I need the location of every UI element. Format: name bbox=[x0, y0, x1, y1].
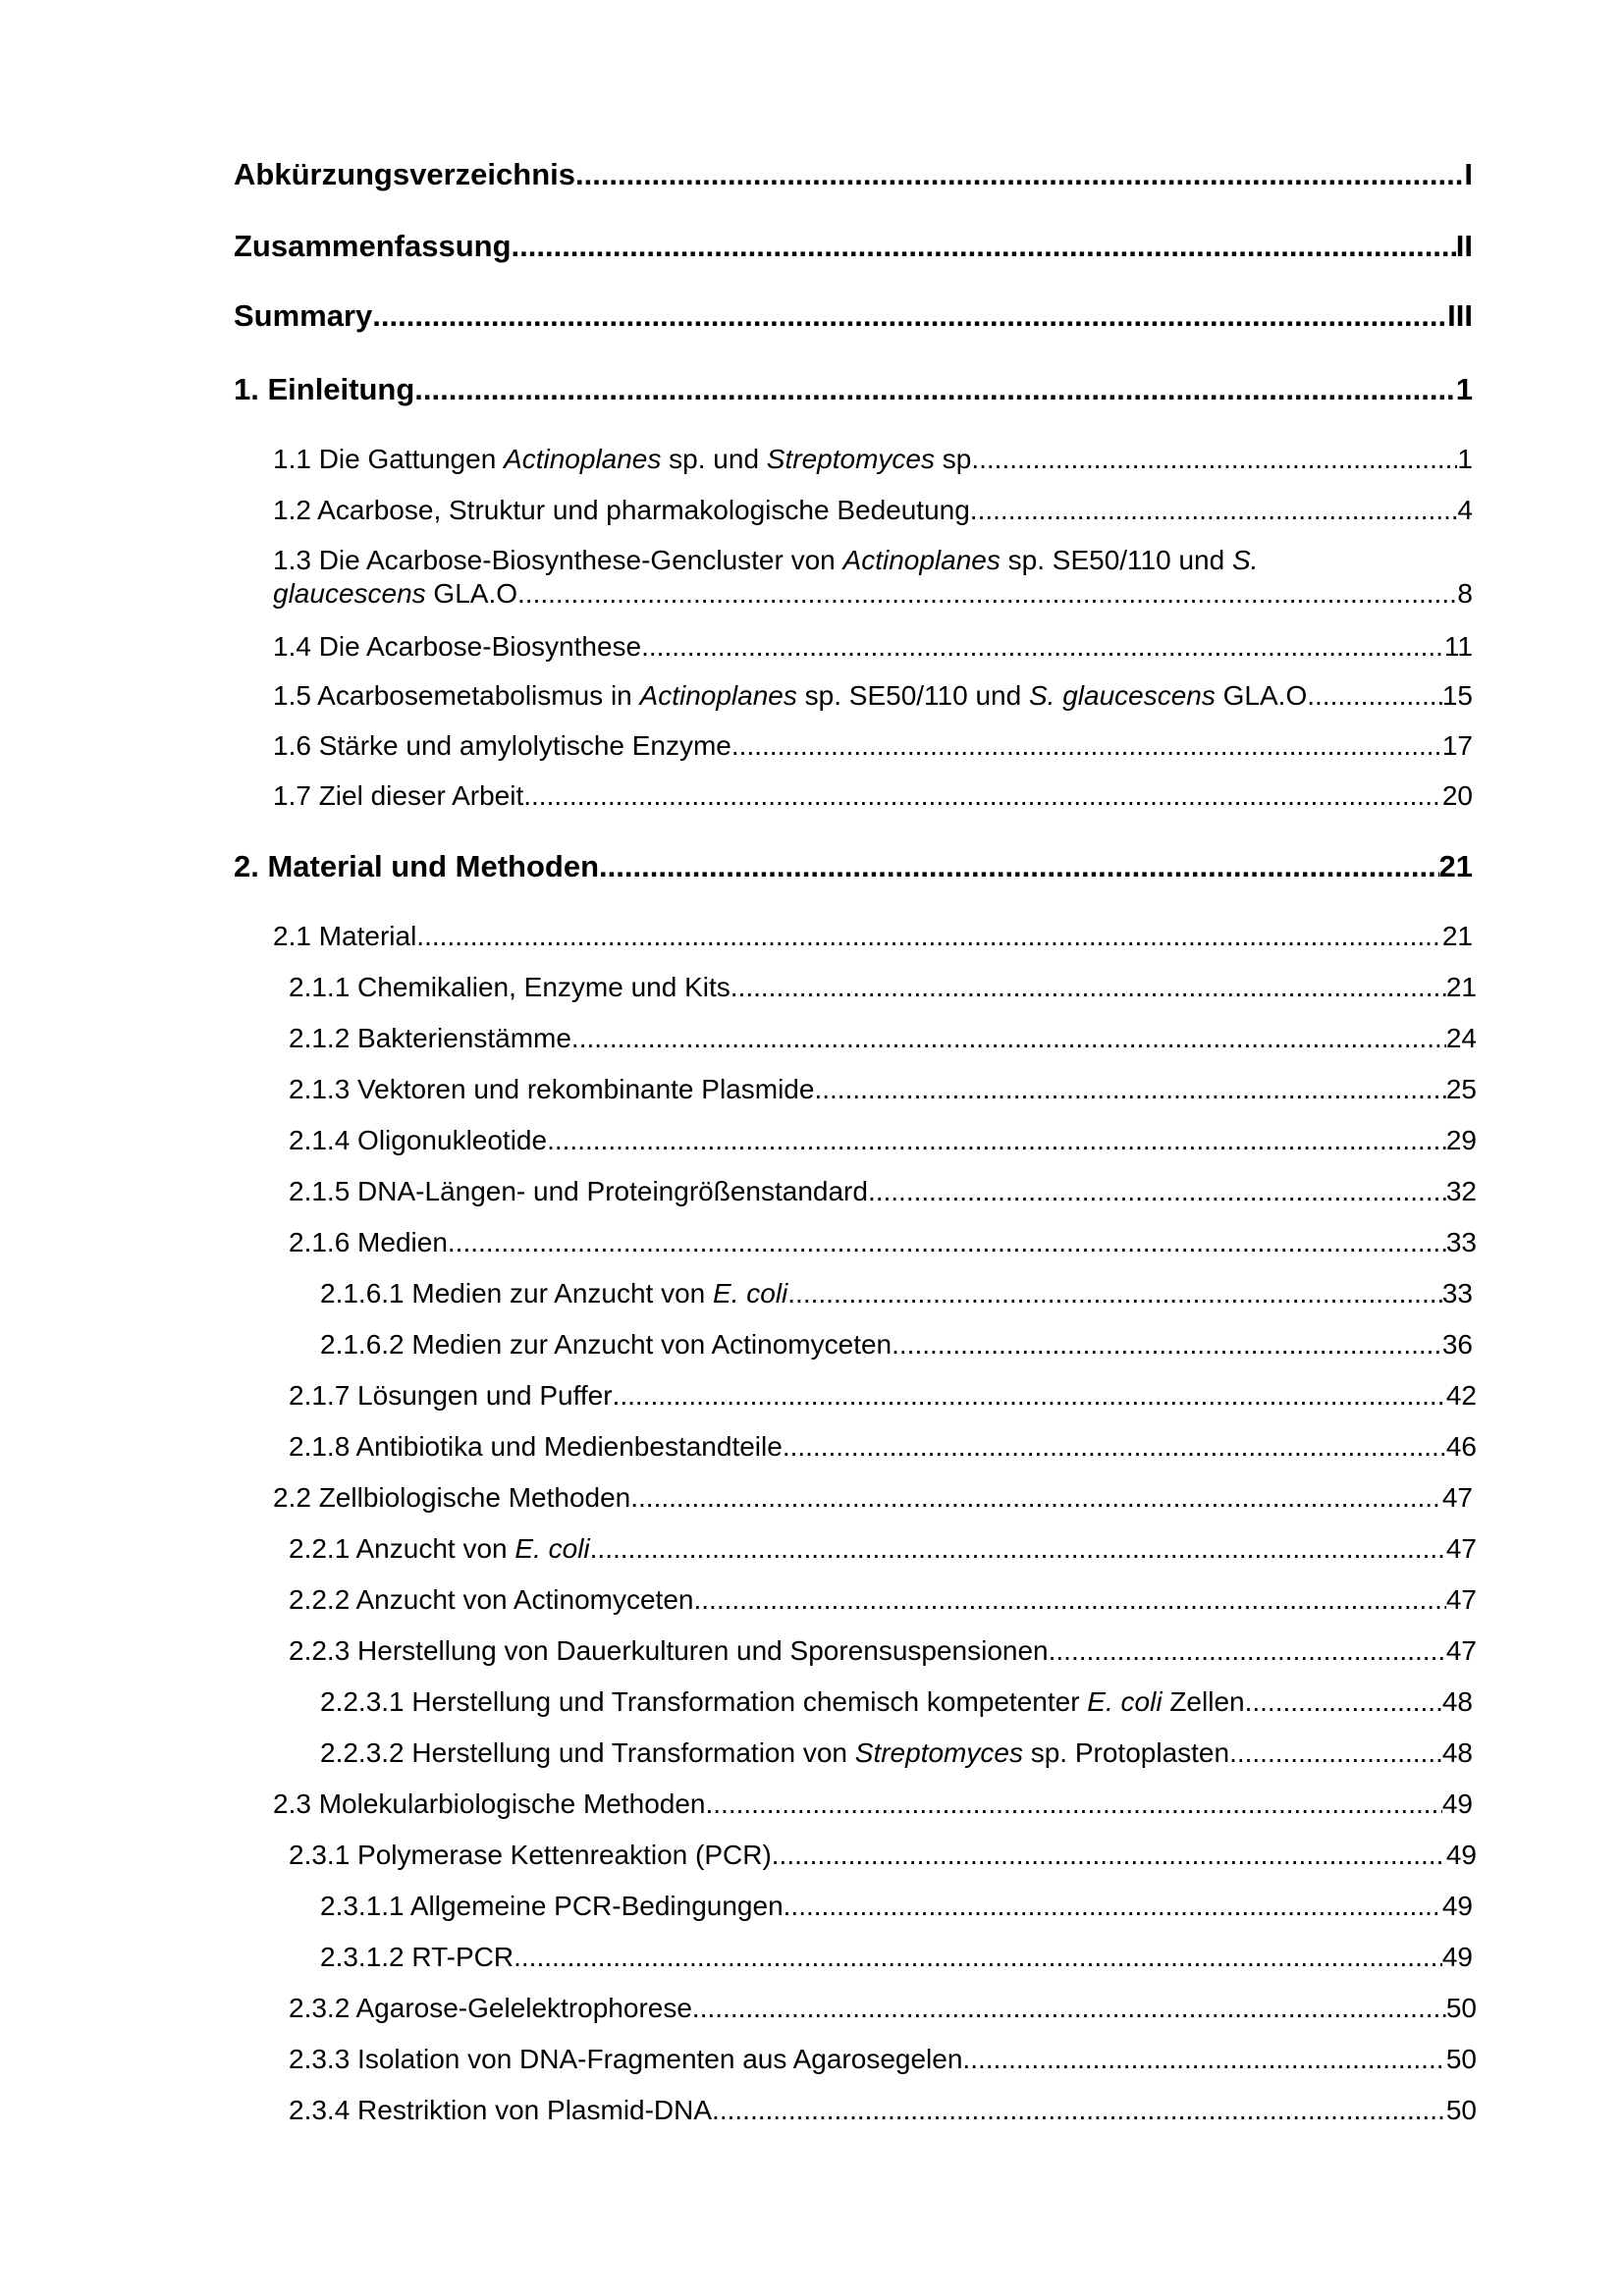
toc-title: 2.3.2 Agarose-Gelelektrophorese bbox=[289, 1993, 692, 2023]
toc-page: 46 bbox=[1445, 1431, 1477, 1462]
toc-title: 2.3.4 Restriktion von Plasmid-DNA bbox=[289, 2095, 713, 2125]
toc-title: 2.1.5 DNA-Längen- und Proteingrößenstandard bbox=[289, 1176, 868, 1206]
toc-page: I bbox=[1464, 157, 1473, 191]
toc-page: 1 bbox=[1457, 444, 1473, 474]
toc-page: 36 bbox=[1441, 1329, 1473, 1360]
toc-entry-1-3[interactable]: 1.3 Die Acarbose-Biosynthese-Gencluster von Actinoplanes sp. SE50/110 und S. glaucescens GLA.O ..... 8 bbox=[273, 544, 1473, 611]
toc-title: 2.1.7 Lösungen und Puffer bbox=[289, 1380, 613, 1411]
toc-title: 1.2 Acarbose, Struktur und pharmakologische Bedeutung bbox=[273, 495, 970, 525]
toc-entry-1-7[interactable] bbox=[273, 780, 1473, 812]
toc-entry-1-5[interactable] bbox=[273, 680, 1473, 712]
toc-title: 2.1.6.2 Medien zur Anzucht von Actinomyceten bbox=[320, 1329, 893, 1360]
toc-page: 47 bbox=[1445, 1584, 1477, 1615]
toc-entry-2-2-3[interactable] bbox=[289, 1635, 1477, 1667]
toc-title: 2.1.8 Antibiotika und Medienbestandteile bbox=[289, 1431, 783, 1462]
toc-title: 2.2.1 Anzucht von E. coli bbox=[289, 1533, 590, 1564]
toc-entry-2-3-4[interactable] bbox=[289, 2095, 1477, 2126]
toc-title: 2.2.3 Herstellung von Dauerkulturen und Sporensuspensionen bbox=[289, 1635, 1049, 1666]
toc-page: 47 bbox=[1441, 1482, 1473, 1513]
toc-page: 11 bbox=[1443, 631, 1473, 662]
toc-page: 25 bbox=[1445, 1074, 1477, 1104]
toc-entry-2-1-4[interactable] bbox=[289, 1125, 1477, 1156]
toc-page: 50 bbox=[1445, 2044, 1477, 2074]
toc-page: 47 bbox=[1445, 1533, 1477, 1564]
toc-title: 1.6 Stärke und amylolytische Enzyme bbox=[273, 730, 731, 761]
toc-title: 2.2.3.1 Herstellung und Transformation chemisch kompetenter E. coli Zellen bbox=[320, 1686, 1245, 1717]
toc-entry-zusammenfassung[interactable] bbox=[234, 229, 1473, 264]
toc-page: 29 bbox=[1445, 1125, 1477, 1155]
toc-entry-2-1-2[interactable] bbox=[289, 1023, 1477, 1054]
toc-page: 50 bbox=[1445, 1993, 1477, 2023]
toc-title: 2.3.1.1 Allgemeine PCR-Bedingungen bbox=[320, 1891, 784, 1921]
toc-title: Summary bbox=[234, 298, 373, 333]
toc-page: 48 bbox=[1441, 1686, 1473, 1717]
toc-page: 21 bbox=[1441, 921, 1473, 951]
toc-page: 49 bbox=[1445, 1840, 1477, 1870]
toc-title: 2.1.3 Vektoren und rekombinante Plasmide bbox=[289, 1074, 815, 1104]
toc-title: 1.1 Die Gattungen Actinoplanes sp. und Streptomyces sp bbox=[273, 444, 972, 474]
toc-title: 2.1.6.1 Medien zur Anzucht von E. coli bbox=[320, 1278, 788, 1308]
toc-entry-2-1-6[interactable] bbox=[289, 1227, 1477, 1258]
toc-page: 15 bbox=[1441, 680, 1473, 711]
toc-entry-2-3[interactable] bbox=[273, 1789, 1473, 1820]
toc-entry-2-3-3[interactable] bbox=[289, 2044, 1477, 2075]
toc-page: 4 bbox=[1457, 495, 1473, 525]
toc-title: 2.3.1.2 RT-PCR bbox=[320, 1942, 514, 1972]
toc-title: 2. Material und Methoden bbox=[234, 849, 600, 883]
toc-title: 1.4 Die Acarbose-Biosynthese bbox=[273, 631, 642, 662]
toc-entry-2-2-3-2[interactable] bbox=[320, 1737, 1473, 1769]
toc-entry-chapter-1[interactable] bbox=[234, 372, 1473, 407]
toc-page: 49 bbox=[1441, 1942, 1473, 1972]
toc-title: 2.1.4 Oligonukleotide bbox=[289, 1125, 548, 1155]
toc-entry-2-1-5[interactable] bbox=[289, 1176, 1477, 1207]
toc-page: 8 bbox=[1457, 578, 1473, 609]
toc-entry-1-6[interactable] bbox=[273, 730, 1473, 762]
toc-entry-2-2-1[interactable] bbox=[289, 1533, 1477, 1565]
toc-page: 42 bbox=[1445, 1380, 1477, 1411]
toc-entry-abkuerzungsverzeichnis[interactable] bbox=[234, 157, 1473, 192]
toc-entry-2-1-6-2[interactable] bbox=[320, 1329, 1473, 1361]
toc-title: Zusammenfassung bbox=[234, 229, 512, 263]
toc-page: 17 bbox=[1441, 730, 1473, 761]
toc-entry-1-2[interactable] bbox=[273, 495, 1473, 526]
toc-page: 33 bbox=[1445, 1227, 1477, 1257]
toc-title: 2.3 Molekularbiologische Methoden bbox=[273, 1789, 706, 1819]
toc-entry-2-3-1-1[interactable] bbox=[320, 1891, 1473, 1922]
toc-entry-2-1[interactable] bbox=[273, 921, 1473, 952]
toc-entry-2-3-2[interactable] bbox=[289, 1993, 1477, 2024]
toc-entry-1-1[interactable] bbox=[273, 444, 1473, 475]
toc-title: Abkürzungsverzeichnis bbox=[234, 157, 575, 191]
toc-title: 2.1.6 Medien bbox=[289, 1227, 448, 1257]
toc-title: 2.3.3 Isolation von DNA-Fragmenten aus Agarosegelen bbox=[289, 2044, 963, 2074]
toc-title: 1.5 Acarbosemetabolismus in Actinoplanes sp. SE50/110 und S. glaucescens GLA.O bbox=[273, 680, 1308, 711]
toc-entry-2-1-7[interactable] bbox=[289, 1380, 1477, 1412]
toc-page: 1 bbox=[1455, 372, 1473, 406]
toc-page: 20 bbox=[1441, 780, 1473, 811]
toc-page: 49 bbox=[1441, 1789, 1473, 1819]
toc-title: 2.3.1 Polymerase Kettenreaktion (PCR) bbox=[289, 1840, 772, 1870]
toc-page: 48 bbox=[1441, 1737, 1473, 1768]
toc-page: 49 bbox=[1441, 1891, 1473, 1921]
toc-title: 1.3 Die Acarbose-Biosynthese-Gencluster von Actinoplanes sp. SE50/110 und S. bbox=[273, 545, 1259, 575]
toc-entry-1-4[interactable] bbox=[273, 631, 1473, 663]
toc-entry-chapter-2[interactable] bbox=[234, 849, 1473, 884]
toc-entry-2-2-3-1[interactable] bbox=[320, 1686, 1473, 1718]
toc-page: III bbox=[1447, 298, 1473, 333]
toc-entry-2-3-1-2[interactable] bbox=[320, 1942, 1473, 1973]
toc-title: 1. Einleitung bbox=[234, 372, 415, 406]
toc-entry-2-1-3[interactable] bbox=[289, 1074, 1477, 1105]
toc-entry-2-2-2[interactable] bbox=[289, 1584, 1477, 1616]
toc-page: 50 bbox=[1445, 2095, 1477, 2125]
toc-page: 24 bbox=[1445, 1023, 1477, 1053]
toc-entry-2-3-1[interactable] bbox=[289, 1840, 1477, 1871]
toc-entry-2-2[interactable] bbox=[273, 1482, 1473, 1514]
toc-title: 2.1 Material bbox=[273, 921, 417, 951]
toc-title: 1.7 Ziel dieser Arbeit bbox=[273, 780, 524, 811]
toc-entry-2-1-8[interactable] bbox=[289, 1431, 1477, 1463]
toc-title: 2.2 Zellbiologische Methoden bbox=[273, 1482, 631, 1513]
toc-page: 21 bbox=[1438, 849, 1473, 883]
toc-page: 21 bbox=[1445, 972, 1477, 1002]
toc-title: 2.2.2 Anzucht von Actinomyceten bbox=[289, 1584, 694, 1615]
toc-title: 2.1.1 Chemikalien, Enzyme und Kits bbox=[289, 972, 730, 1002]
toc-entry-summary[interactable] bbox=[234, 298, 1473, 334]
toc-title: 2.2.3.2 Herstellung und Transformation von Streptomyces sp. Protoplasten bbox=[320, 1737, 1230, 1768]
toc-page: 47 bbox=[1445, 1635, 1477, 1666]
toc-page: 32 bbox=[1445, 1176, 1477, 1206]
toc-page: II bbox=[1455, 229, 1473, 263]
toc-page: 33 bbox=[1441, 1278, 1473, 1308]
toc-entry-2-1-6-1[interactable] bbox=[320, 1278, 1473, 1309]
toc-title: 2.1.2 Bakterienstämme bbox=[289, 1023, 571, 1053]
toc-entry-2-1-1[interactable] bbox=[289, 972, 1477, 1003]
